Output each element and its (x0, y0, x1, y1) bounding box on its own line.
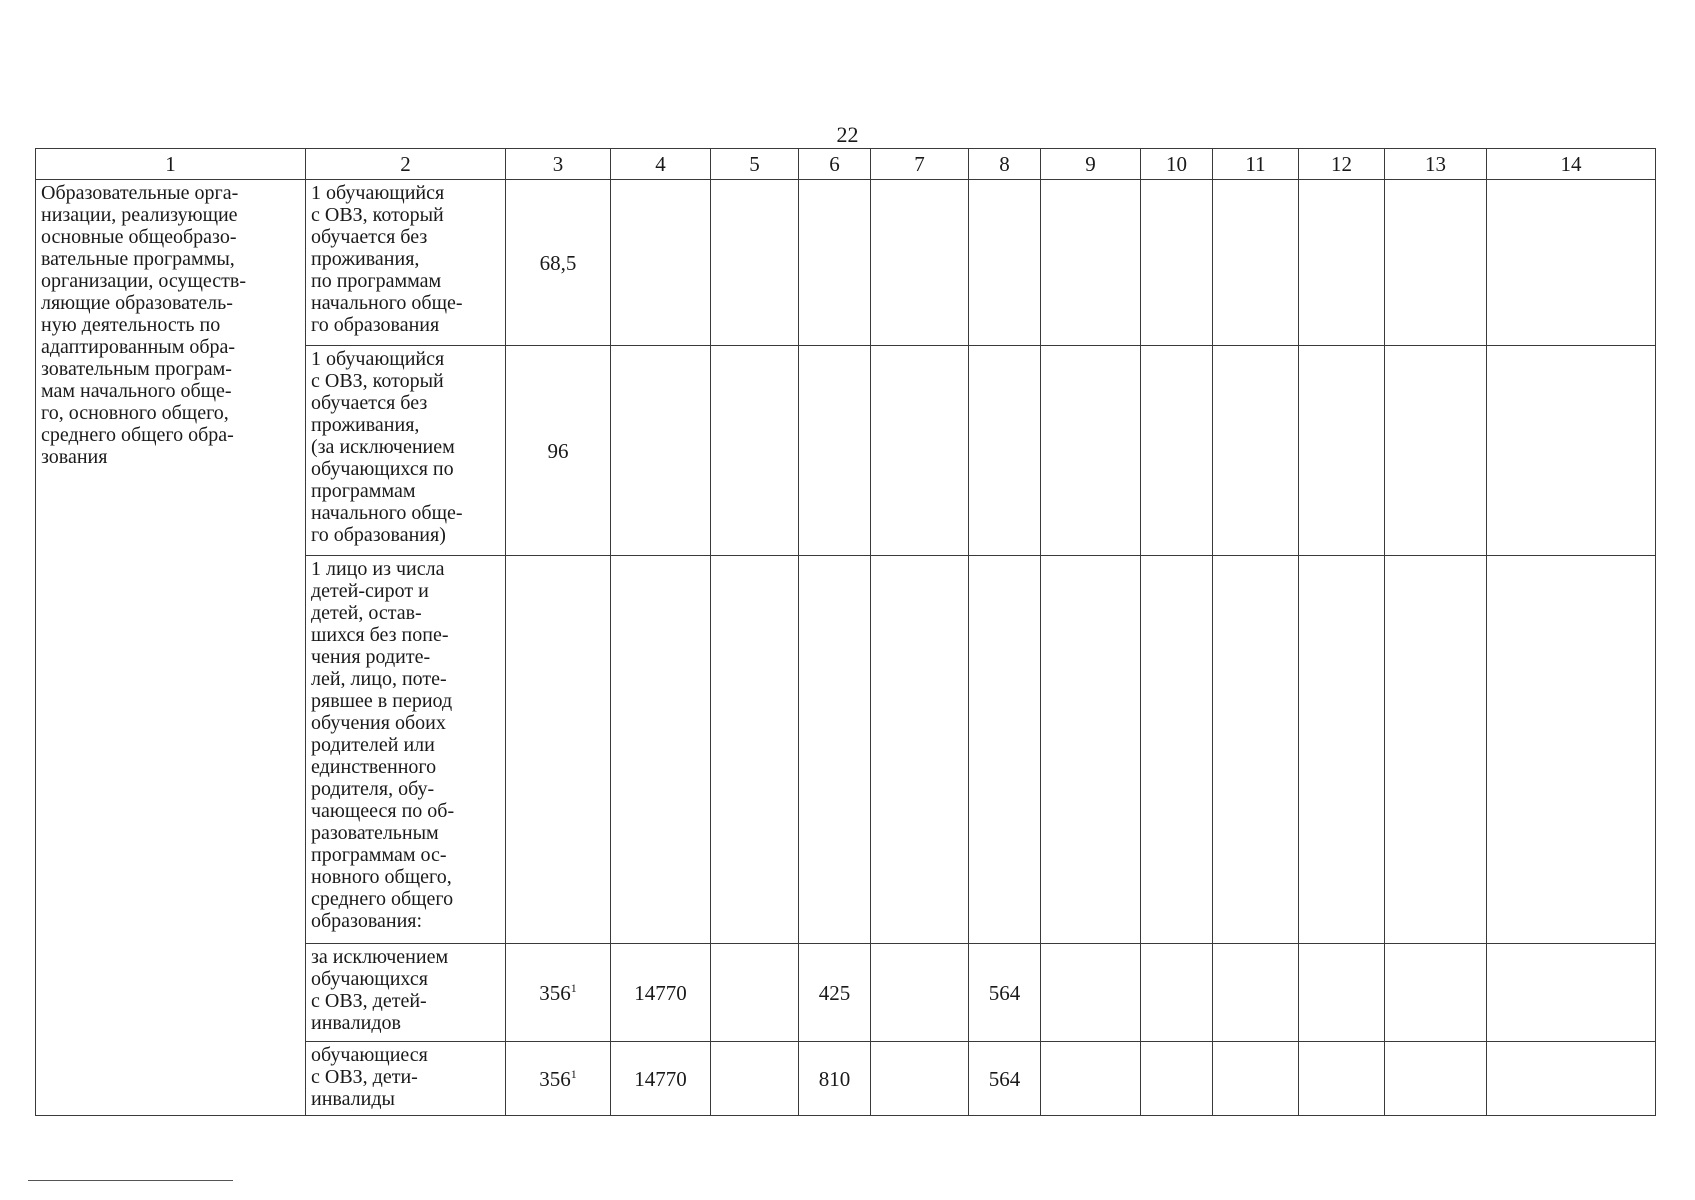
column-header: 5 (711, 149, 799, 180)
column-header: 3 (506, 149, 611, 180)
value-cell: 14770 (611, 1042, 711, 1116)
row-label: 1 обучающийся с ОВЗ, который обучается без проживания, (за исключением обучающихся по программам начального обще- го образования) (306, 346, 506, 556)
value-cell: $356^1$ (506, 1042, 611, 1116)
column-header: 7 (871, 149, 969, 180)
value-cell: 425 (799, 944, 871, 1042)
value-cell: $356^1$ (506, 944, 611, 1042)
column-header: 12 (1299, 149, 1385, 180)
footnote-mark: 1 (570, 1066, 577, 1081)
column-header: 9 (1041, 149, 1141, 180)
page-number: 22 (836, 122, 859, 147)
value-cell: 68,5 (506, 180, 611, 346)
footnote-separator (28, 1180, 233, 1181)
row-label: за исключением обучающихся с ОВЗ, детей- инвалидов (306, 944, 506, 1042)
column-header: 13 (1385, 149, 1487, 180)
column-header: 2 (306, 149, 506, 180)
tariff-table (35, 148, 1656, 1116)
value-cell: 96 (506, 346, 611, 556)
value-cell: 564 (969, 944, 1041, 1042)
column-header: 6 (799, 149, 871, 180)
row-label: 1 лицо из числа детей-сирот и детей, остав- шихся без попе- чения родите- лей, лицо, поте- рявшее в период обучения обоих родителей или единственного родителя, обу- чающееся по об- разовательным программам ос- новного общего, среднего общего образования: (306, 556, 506, 944)
column-header: 1 (36, 149, 306, 180)
row-label: 1 обучающийся с ОВЗ, который обучается без проживания, по программам начального обще- го образования (306, 180, 506, 346)
row-label: обучающиеся с ОВЗ, дети- инвалиды (306, 1042, 506, 1116)
column-header: 8 (969, 149, 1041, 180)
footnote-mark: 1 (570, 980, 577, 995)
value-cell: 14770 (611, 944, 711, 1042)
column-header: 4 (611, 149, 711, 180)
column-number-row (36, 149, 1656, 180)
column-header: 11 (1213, 149, 1299, 180)
value-cell: 564 (969, 1042, 1041, 1116)
value-cell: 810 (799, 1042, 871, 1116)
table-row (36, 180, 1656, 346)
column-header: 10 (1141, 149, 1213, 180)
category-cell (36, 180, 306, 1116)
column-header: 14 (1487, 149, 1656, 180)
category-text: Образовательные орга- низации, реализующие основные общеобразо- вательные программы, организации, осуществ- ляющие образователь- ную деятельность по адаптированным обра- зовательным програм- мам начального обще- го, основного общего, среднего общего обра- зования (41, 182, 246, 468)
